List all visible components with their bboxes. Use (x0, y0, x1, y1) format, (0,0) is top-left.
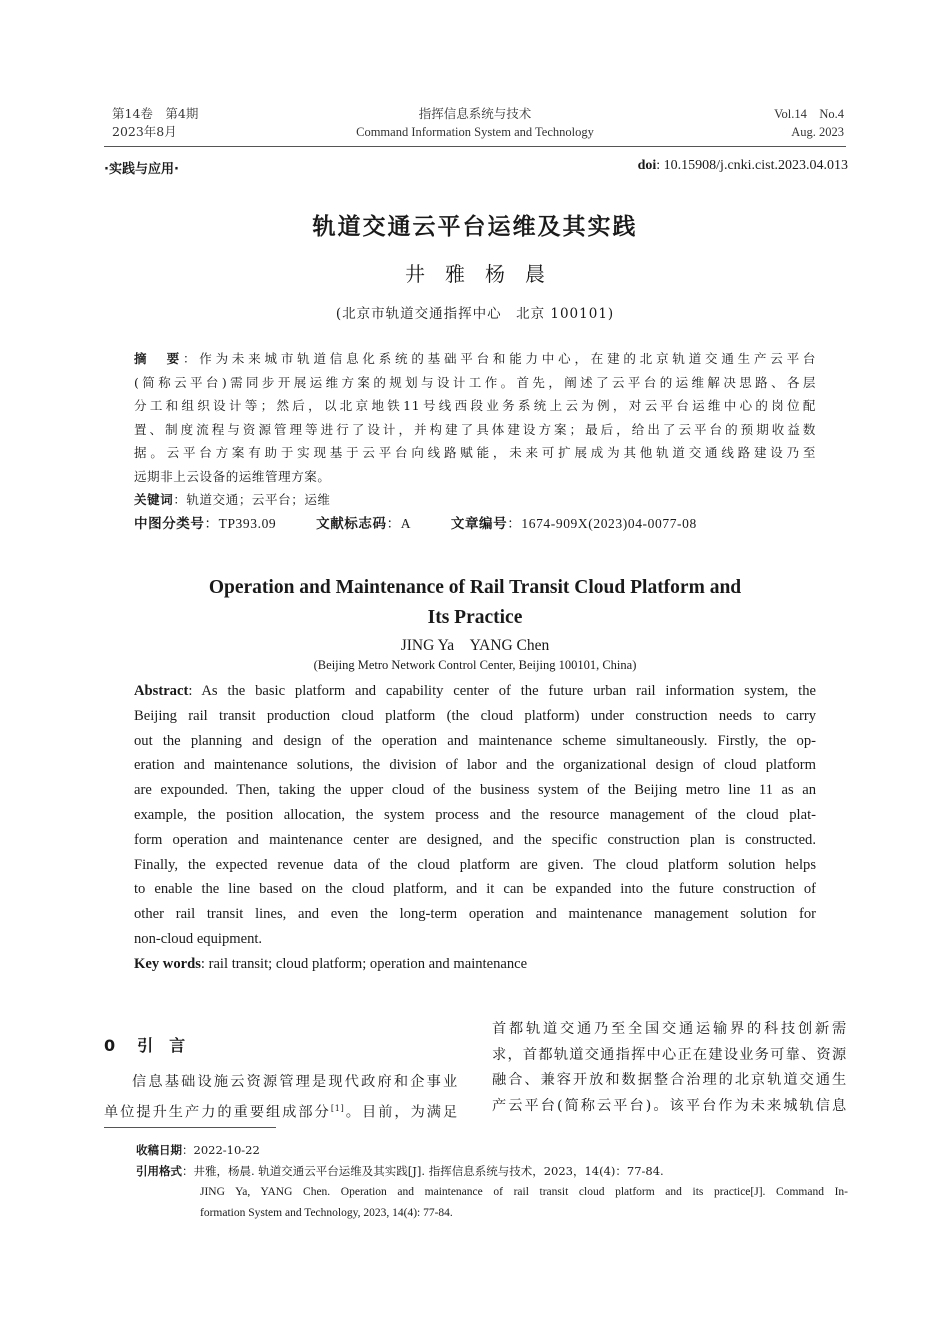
citation-cn: ：井雅，杨晨. 轨道交通云平台运维及其实践[J]. 指挥信息系统与技术，2023，14(4)：77-84. (182, 1164, 664, 1178)
abstract-en-line: non-cloud equipment. (134, 930, 263, 947)
column-tag: ·实践与应用· (104, 162, 179, 177)
abstract-cn-line: 摘 要：作为未来城市轨道信息化系统的基础平台和能力中心，在建的北京轨道交通生产云平台 (134, 351, 816, 366)
doi: doi: 10.15908/j.cnki.cist.2023.04.013 (637, 158, 848, 173)
journal-name-cn: 指挥信息系统与技术 (418, 106, 532, 121)
abstract-cn-line: 分工和组织设计等；然后，以北京地铁11号线西段业务系统上云为例，对云平台运维中心的岗位配 (134, 398, 816, 413)
keywords-en-label: Key words (134, 955, 201, 972)
abstract-cn-line: (简称云平台)需同步开展运维方案的规划与设计工作。首先，阐述了云平台的运维解决思路、各层 (134, 374, 816, 390)
volume-issue: 第14卷 第4期 (112, 106, 199, 121)
abstract-en-line: to enable the line based on the cloud platform, and it can be expanded into the future construction of (134, 881, 816, 898)
keywords-en-value: : rail transit; cloud platform; operation and maintenance (200, 955, 528, 972)
article-number-label: 文章编号 (450, 515, 508, 532)
abstract-en-line: eration and maintenance solutions, the division of labor and the organizational design of cloud platform (134, 757, 816, 774)
section-number: 0 (104, 1036, 116, 1055)
abstract-cn-line: 置、制度流程与资源管理等进行了设计，并构建了具体建设方案；最后，给出了云平台的预期收益数 (134, 421, 816, 437)
citation-en-line: JING Ya, YANG Chen. Operation and maintenance of rail transit cloud platform and its practice[J]. Command In- (200, 1186, 848, 1198)
keywords-cn (134, 488, 816, 512)
journal-name-en: Command Information System and Technology (356, 125, 594, 139)
section-heading (104, 1033, 185, 1056)
clc-value: ：TP393.09 (204, 515, 277, 531)
section-title: 引 言 (137, 1036, 186, 1055)
date-en: Aug. 2023 (791, 125, 844, 139)
abstract-en-line: Finally, the expected revenue data of the cloud platform are given. The cloud platform solution helps (134, 856, 816, 873)
paper-title-en: Operation and Maintenance of Rail Transit Cloud Platform and Its Practice (208, 577, 742, 628)
volume-number-en: Vol.14 No.4 (774, 107, 844, 121)
abstract-en-label: Abstract (134, 683, 189, 699)
received-value: ：2022-10-22 (182, 1143, 260, 1157)
doc-code-label: 文献标志码 (316, 515, 387, 532)
abstract-en (134, 679, 816, 977)
body-line: 产云平台(简称云平台)。该平台作为未来城轨信息 (492, 1097, 847, 1114)
citation-ref: [1] (330, 1103, 345, 1113)
doc-code-value: ：A (386, 515, 412, 531)
abstract-en-line: are expounded. Then, taking the upper cloud of the business system of the Beijing metro line 11 as an (134, 782, 816, 799)
citation-format-en (136, 1182, 848, 1224)
authors-en: JING Ya YANG Chen (400, 637, 550, 654)
abstract-cn-line: 据。云平台方案有助于实现基于云平台向线路赋能，未来可扩展成为其他轨道交通线路建设乃至 (134, 445, 816, 460)
doi-value: 10.15908/j.cnki.cist.2023.04.013 (663, 158, 848, 173)
abstract-cn (134, 347, 816, 536)
abstract-en-line: example, the position allocation, the system process and the resource management of the cloud plat- (134, 806, 816, 823)
header-rule (104, 146, 846, 147)
footnotes (136, 1140, 848, 1224)
abstract-en-line: out the planning and design of the operation and maintenance scheme simultaneously. Firstly, the op- (134, 732, 816, 749)
body-line: 单位提升生产力的重要组成部分[1]。目前，为满足 (104, 1103, 458, 1121)
doi-label: doi (637, 158, 657, 173)
publication-date: 2023年8月 (112, 124, 177, 139)
abstract-cn-label: 摘 要 (134, 351, 183, 366)
body-line: 求，首都轨道交通指挥中心正在建设业务可靠、资源 (492, 1046, 847, 1063)
body-left-column (104, 1070, 458, 1126)
keywords-cn-label: 关键词 (134, 492, 174, 507)
abstract-en-line: Beijing rail transit production cloud platform (the cloud platform) under construction needs to carry (134, 707, 816, 724)
running-header-right (774, 105, 844, 141)
body-line: 融合、兼容开放和数据整合治理的北京轨道交通生 (492, 1072, 847, 1088)
keywords-cn-value: ：轨道交通；云平台；运维 (173, 492, 331, 507)
citation-format-cn (136, 1161, 848, 1182)
article-number-value: ：1674-909X(2023)04-0077-08 (507, 515, 697, 531)
received-date (136, 1140, 848, 1161)
citation-label: 引用格式 (136, 1164, 182, 1178)
running-header-center (275, 105, 675, 141)
body-right-column (492, 1017, 847, 1119)
abstract-en-line: form operation and maintenance center are designed, and the specific construction plan is constructed. (134, 831, 816, 848)
abstract-en-line: Abstract: As the basic platform and capability center of the future urban rail information system, the (134, 683, 816, 699)
running-header-left (112, 105, 198, 141)
citation-en-line: formation System and Technology, 2023, 14(4): 77-84. (200, 1207, 453, 1219)
abstract-en-line: other rail transit lines, and even the long-term operation and maintenance management solution for (134, 906, 816, 923)
abstract-cn-line: 远期非上云设备的运维管理方案。 (134, 468, 331, 484)
affiliation-cn: (北京市轨道交通指挥中心 北京 100101) (335, 306, 615, 322)
footnote-rule (104, 1127, 276, 1128)
clc-label: 中图分类号 (134, 515, 205, 532)
classification-line (134, 512, 816, 537)
affiliation-en: (Beijing Metro Network Control Center, Beijing 100101, China) (313, 658, 637, 672)
authors-cn: 井 雅 杨 晨 (405, 262, 545, 286)
received-label: 收稿日期 (136, 1143, 182, 1157)
body-line: 首都轨道交通乃至全国交通运输界的科技创新需 (492, 1021, 847, 1037)
keywords-en (134, 952, 816, 977)
body-line: 信息基础设施云资源管理是现代政府和企事业 (132, 1074, 458, 1090)
paper-title-cn: 轨道交通云平台运维及其实践 (312, 214, 638, 240)
